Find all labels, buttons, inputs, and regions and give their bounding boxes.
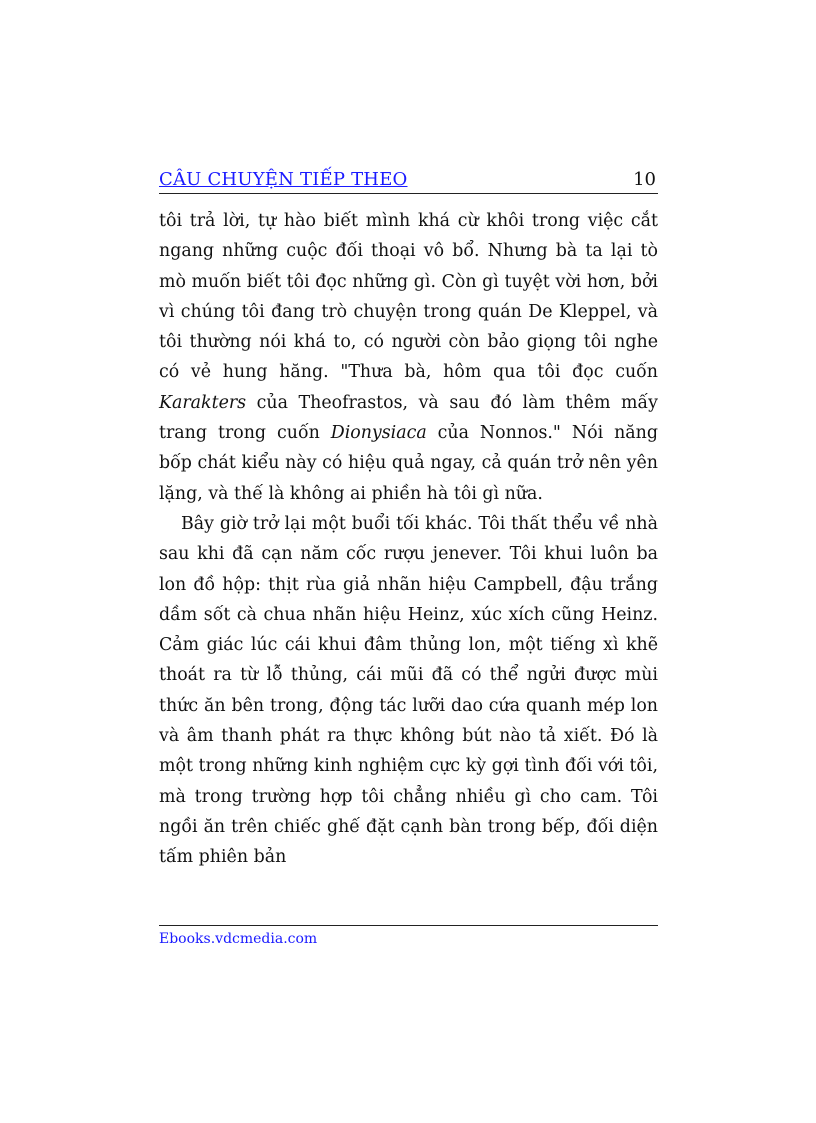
paragraph-1-part-a: tôi trả lời, tự hào biết mình khá cừ khôi trong việc cắt ngang những cuộc đối thoại vô bổ. Nhưng bà ta lại tò mò muốn biết tôi đọc những gì. Còn gì tuyệt vời hơn, bởi vì chúng tôi đang trò chuyện trong quán De Kleppel, và tôi thường nói khá to, có người còn bảo giọng tôi nghe có vẻ hung hăng. "Thưa bà, hôm qua tôi đọc cuốn xyxy=(159,211,658,383)
paragraph-1-part-c: của Nonnos." Nói năng bốp chát kiểu này có hiệu quả ngay, cả quán trở nên yên lặng, và thế là không ai phiền hà tôi gì nữa. xyxy=(159,423,658,504)
paragraph-1-part-b: của Theofrastos, và sau đó làm thêm mấy trang trong cuốn xyxy=(159,392,658,444)
paragraph-1 xyxy=(159,206,658,509)
book-title-dionysiaca: Dionysiaca xyxy=(330,423,427,444)
footer-website-link[interactable]: Ebooks.vdcmedia.com xyxy=(159,931,318,947)
header-book-title: CÂU CHUYỆN TIẾP THEO xyxy=(159,169,408,190)
book-title-karakters: Karakters xyxy=(159,392,247,413)
running-header xyxy=(159,167,658,194)
page-body xyxy=(159,206,658,873)
page-number: 10 xyxy=(633,169,656,190)
footer-divider xyxy=(159,925,658,926)
paragraph-2: Bây giờ trở lại một buổi tối khác. Tôi thất thểu về nhà sau khi đã cạn năm cốc rượu jenever. Tôi khui luôn ba lon đồ hộp: thịt rùa giả nhãn hiệu Campbell, đậu trắng dầm sốt cà chua nhãn hiệu Heinz, xúc xích cũng Heinz. Cảm giác lúc cái khui đâm thủng lon, một tiếng xì khẽ thoát ra từ lỗ thủng, cái mũi đã có thể ngửi được mùi thức ăn bên trong, động tác lưỡi dao cứa quanh mép lon và âm thanh phát ra thực không bút nào tả xiết. Đó là một trong những kinh nghiệm cực kỳ gợi tình đối với tôi, mà trong trường hợp tôi chẳng nhiều gì cho cam. Tôi ngồi ăn trên chiếc ghế đặt cạnh bàn trong bếp, đối diện tấm phiên bản xyxy=(159,513,658,868)
